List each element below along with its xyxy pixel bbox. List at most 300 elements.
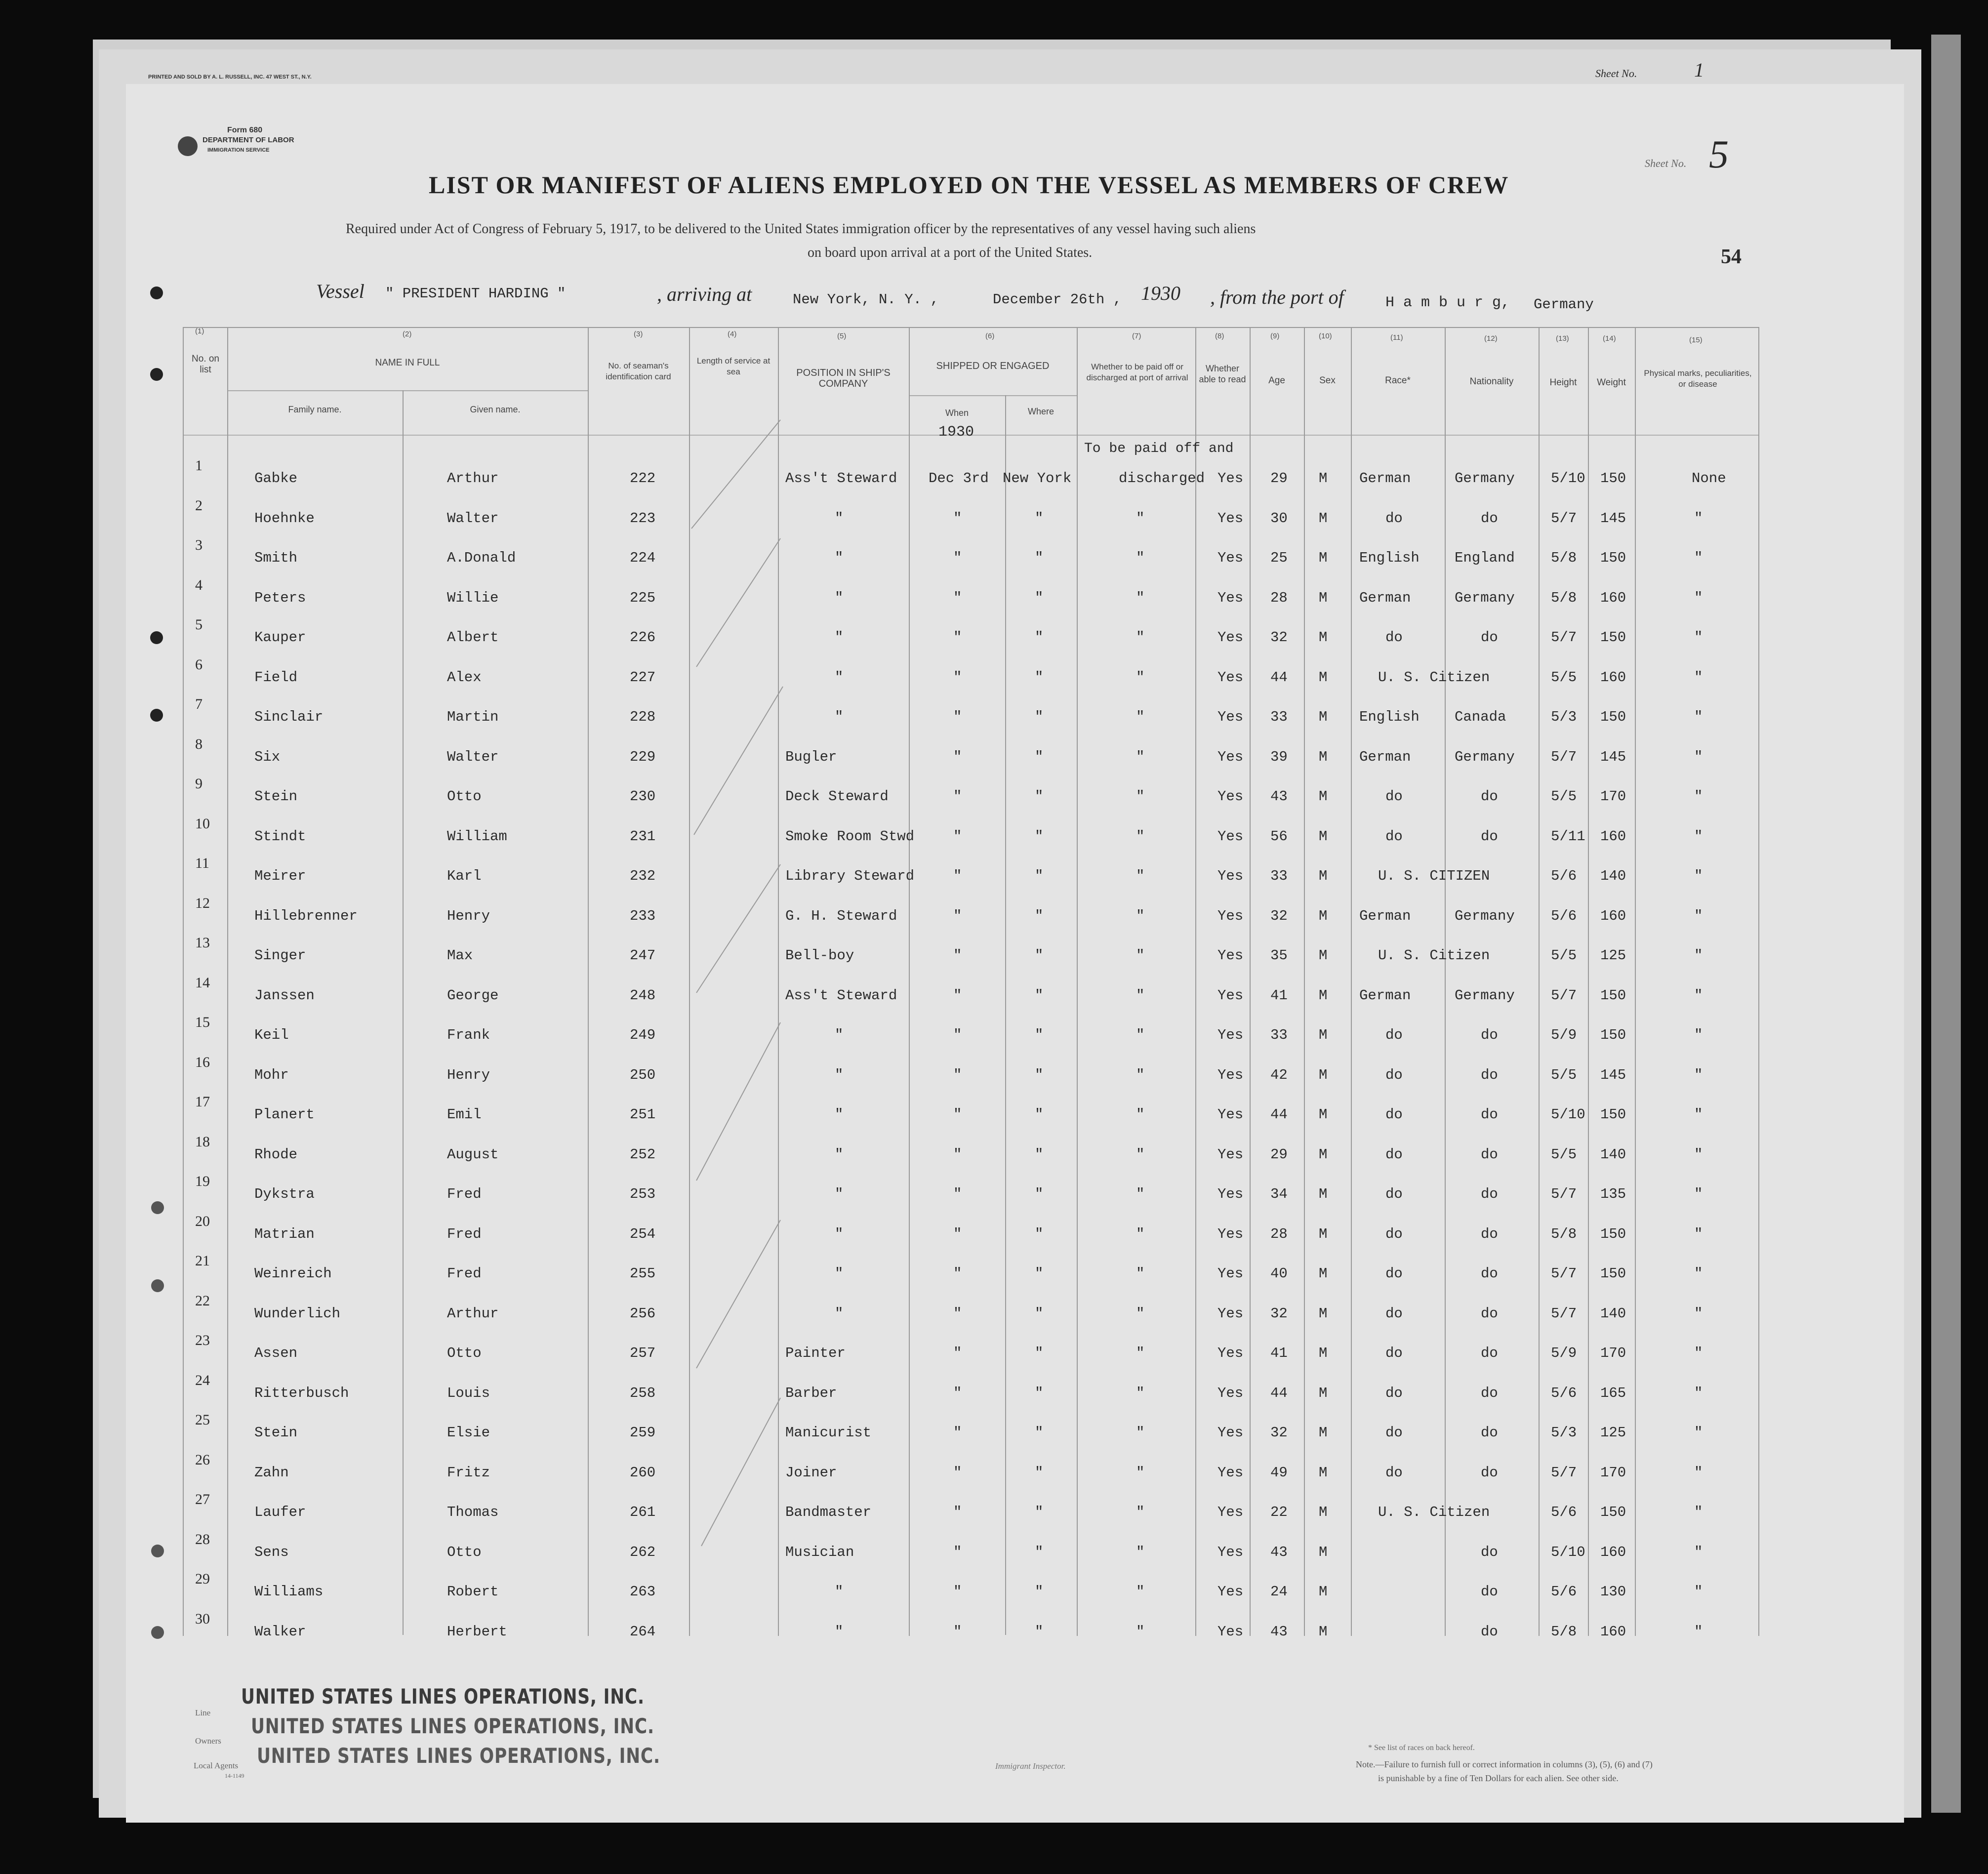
name-subheader-rule (227, 390, 588, 391)
shipped-when: " (953, 908, 962, 924)
able-to-read: Yes (1217, 1425, 1244, 1441)
weight: 140 (1600, 1305, 1626, 1322)
physical-marks: " (1694, 550, 1703, 566)
card-number: 264 (630, 1624, 656, 1640)
height: 5/8 (1551, 590, 1577, 606)
col-rule (227, 327, 228, 1636)
paid-off: " (1136, 908, 1145, 924)
paid-off: " (1136, 1624, 1145, 1640)
physical-marks: " (1694, 1584, 1703, 1600)
sex: M (1319, 1027, 1328, 1043)
position: Library Steward (785, 868, 915, 884)
given-name: A.Donald (447, 550, 516, 566)
age: 33 (1270, 1027, 1288, 1043)
nationality: do (1481, 510, 1498, 527)
height: 5/5 (1551, 1067, 1577, 1083)
weight: 165 (1600, 1385, 1626, 1401)
header-sex: Sex (1319, 375, 1336, 386)
height: 5/6 (1551, 1504, 1577, 1520)
paid-off-note: To be paid off and (1084, 441, 1234, 456)
position: Bandmaster (785, 1504, 872, 1520)
col-rule (1588, 327, 1589, 1636)
shipped-when: " (953, 1345, 962, 1361)
paid-off: " (1136, 1067, 1145, 1083)
race: do (1385, 1067, 1403, 1083)
sex: M (1319, 1465, 1328, 1481)
age: 25 (1270, 550, 1288, 566)
position: Painter (785, 1345, 846, 1361)
shipped-when: " (953, 709, 962, 725)
punch-hole (151, 1545, 164, 1557)
family-name: Smith (254, 550, 298, 566)
sex: M (1319, 669, 1328, 686)
weight: 170 (1600, 1465, 1626, 1481)
row-number: 28 (195, 1531, 210, 1548)
shipped-where: " (1035, 947, 1044, 964)
age: 35 (1270, 947, 1288, 964)
height: 5/6 (1551, 908, 1577, 924)
weight: 150 (1600, 987, 1626, 1004)
able-to-read: Yes (1217, 788, 1244, 805)
nationality: do (1481, 1544, 1498, 1560)
col-rule (403, 390, 404, 1635)
age: 43 (1270, 1544, 1288, 1560)
nationality: do (1481, 1624, 1498, 1640)
shipped-when: " (953, 1465, 962, 1481)
punch-hole (150, 631, 163, 644)
race: U. S. Citizen (1378, 947, 1490, 964)
shipped-where: " (1035, 1425, 1044, 1441)
age: 43 (1270, 788, 1288, 805)
weight: 145 (1600, 1067, 1626, 1083)
card-number: 223 (630, 510, 656, 527)
card-number: 228 (630, 709, 656, 725)
shipped-where: " (1035, 1067, 1044, 1083)
card-number: 222 (630, 470, 656, 487)
age: 41 (1270, 987, 1288, 1004)
col-rule (588, 327, 589, 1636)
sex: M (1319, 470, 1328, 487)
col-rule (1250, 327, 1251, 1636)
given-name: Robert (447, 1584, 499, 1600)
card-number: 247 (630, 947, 656, 964)
col-number: (8) (1215, 332, 1224, 340)
physical-marks: " (1694, 1345, 1703, 1361)
age: 32 (1270, 1305, 1288, 1322)
weight: 160 (1600, 1544, 1626, 1560)
nationality: Germany (1455, 908, 1515, 924)
family-name: Peters (254, 590, 306, 606)
able-to-read: Yes (1217, 1624, 1244, 1640)
height: 5/10 (1551, 1106, 1585, 1123)
given-name: Arthur (447, 1305, 499, 1322)
sheet-value-top: 1 (1694, 59, 1704, 81)
header-shipped: SHIPPED OR ENGAGED (936, 361, 1050, 371)
sheet-number: 5 (1709, 133, 1729, 176)
given-name: Herbert (447, 1624, 507, 1640)
given-name: Emil (447, 1106, 482, 1123)
department: DEPARTMENT OF LABOR (203, 136, 294, 144)
age: 32 (1270, 629, 1288, 646)
height: 5/7 (1551, 1465, 1577, 1481)
able-to-read: Yes (1217, 749, 1244, 765)
col-rule (1304, 327, 1305, 1636)
col-rule (1758, 327, 1759, 1636)
sex: M (1319, 510, 1328, 527)
weight: 150 (1600, 629, 1626, 646)
row-number: 21 (195, 1253, 210, 1269)
weight: 170 (1600, 1345, 1626, 1361)
physical-marks: " (1694, 908, 1703, 924)
family-name: Hoehnke (254, 510, 315, 527)
header-physical-marks: Physical marks, peculiarities, or disease (1644, 368, 1752, 389)
pencil-strokes (682, 410, 790, 1625)
shipped-when: " (953, 1425, 962, 1441)
age: 44 (1270, 669, 1288, 686)
physical-marks: " (1694, 1146, 1703, 1163)
paid-off: " (1136, 1146, 1145, 1163)
paid-off: " (1136, 868, 1145, 884)
paid-off: " (1136, 629, 1145, 646)
shipped-when: " (953, 868, 962, 884)
shipped-where: " (1035, 868, 1044, 884)
race: U. S. Citizen (1378, 1504, 1490, 1520)
able-to-read: Yes (1217, 1544, 1244, 1560)
age: 32 (1270, 1425, 1288, 1441)
height: 5/5 (1551, 788, 1577, 805)
physical-marks: " (1694, 1305, 1703, 1322)
given-name: Henry (447, 1067, 490, 1083)
age: 33 (1270, 709, 1288, 725)
physical-marks: " (1694, 669, 1703, 686)
able-to-read: Yes (1217, 1584, 1244, 1600)
physical-marks: None (1692, 470, 1726, 487)
row-number: 9 (195, 775, 203, 792)
age: 34 (1270, 1186, 1288, 1202)
paid-off: " (1136, 1265, 1145, 1282)
physical-marks: " (1694, 868, 1703, 884)
nationality: do (1481, 1345, 1498, 1361)
able-to-read: Yes (1217, 1106, 1244, 1123)
given-name: Max (447, 947, 473, 964)
paid-off: " (1136, 709, 1145, 725)
given-name: Walter (447, 510, 499, 527)
height: 5/9 (1551, 1027, 1577, 1043)
row-number: 26 (195, 1452, 210, 1468)
race: do (1385, 1465, 1403, 1481)
col-number: (3) (634, 330, 643, 338)
row-number: 1 (195, 457, 203, 474)
shipped-when: " (953, 1385, 962, 1401)
sex: M (1319, 947, 1328, 964)
header-no-on-list: No. on list (192, 354, 219, 375)
given-name: Otto (447, 788, 482, 805)
age: 40 (1270, 1265, 1288, 1282)
card-number: 248 (630, 987, 656, 1004)
weight: 170 (1600, 788, 1626, 805)
sex: M (1319, 828, 1328, 845)
row-number: 3 (195, 537, 203, 553)
weight: 150 (1600, 1027, 1626, 1043)
shipped-when: " (953, 550, 962, 566)
nationality: Germany (1455, 470, 1515, 487)
height: 5/9 (1551, 1345, 1577, 1361)
header-paid-off: Whether to be paid off or discharged at port of arrival (1086, 362, 1188, 382)
position: " (835, 709, 844, 725)
shipped-when: Dec 3rd (929, 470, 989, 487)
shipped-where: " (1035, 1584, 1044, 1600)
height: 5/7 (1551, 1265, 1577, 1282)
nationality: do (1481, 1186, 1498, 1202)
row-number: 19 (195, 1173, 210, 1189)
header-name-in-full: NAME IN FULL (375, 358, 440, 368)
card-number: 231 (630, 828, 656, 845)
nationality: Canada (1455, 709, 1506, 725)
row-number: 11 (195, 855, 209, 871)
fine-note-2: is punishable by a fine of Ten Dollars for each alien. See other side. (1378, 1773, 1619, 1783)
shipped-when: " (953, 669, 962, 686)
punch-hole (151, 1626, 164, 1639)
able-to-read: Yes (1217, 590, 1244, 606)
sex: M (1319, 590, 1328, 606)
position: Bugler (785, 749, 837, 765)
family-name: Stein (254, 1425, 298, 1441)
able-to-read: Yes (1217, 1465, 1244, 1481)
nationality: Germany (1455, 749, 1515, 765)
family-name: Keil (254, 1027, 289, 1043)
shipped-where: " (1035, 590, 1044, 606)
height: 5/6 (1551, 1584, 1577, 1600)
nationality: do (1481, 788, 1498, 805)
position: " (835, 1106, 844, 1123)
height: 5/5 (1551, 947, 1577, 964)
row-number: 2 (195, 497, 203, 514)
physical-marks: " (1694, 987, 1703, 1004)
given-name: Otto (447, 1544, 482, 1560)
paid-off: " (1136, 510, 1145, 527)
agents-code: 14-1149 (225, 1772, 244, 1779)
able-to-read: Yes (1217, 1027, 1244, 1043)
header-able-to-read: Whether able to read (1199, 364, 1246, 384)
card-number: 225 (630, 590, 656, 606)
weight: 150 (1600, 1226, 1626, 1242)
physical-marks: " (1694, 629, 1703, 646)
nationality: do (1481, 1106, 1498, 1123)
able-to-read: Yes (1217, 1345, 1244, 1361)
shipped-when: " (953, 1305, 962, 1322)
weight: 160 (1600, 590, 1626, 606)
shipped-where: " (1035, 1226, 1044, 1242)
given-name: Albert (447, 629, 499, 646)
from-port-label: , from the port of (1210, 286, 1344, 308)
arrival-date: December 26th , (993, 291, 1122, 308)
given-name: Fred (447, 1226, 482, 1242)
position: " (835, 629, 844, 646)
card-number: 256 (630, 1305, 656, 1322)
age: 56 (1270, 828, 1288, 845)
shipped-where: " (1035, 1027, 1044, 1043)
age: 42 (1270, 1067, 1288, 1083)
weight: 145 (1600, 510, 1626, 527)
shipped-when: " (953, 947, 962, 964)
position: " (835, 1624, 844, 1640)
height: 5/10 (1551, 470, 1585, 487)
given-name: Fritz (447, 1465, 490, 1481)
age: 28 (1270, 1226, 1288, 1242)
height: 5/7 (1551, 510, 1577, 527)
position: " (835, 550, 844, 566)
weight: 150 (1600, 709, 1626, 725)
physical-marks: " (1694, 1544, 1703, 1560)
shipped-subheader-rule (909, 395, 1077, 396)
nationality: do (1481, 1465, 1498, 1481)
agents-label: Local Agents (194, 1761, 239, 1770)
card-number: 253 (630, 1186, 656, 1202)
race: English (1359, 550, 1420, 566)
shipped-when: " (953, 749, 962, 765)
header-length: Length of service at sea (696, 356, 771, 376)
family-name: Wunderlich (254, 1305, 341, 1322)
height: 5/8 (1551, 550, 1577, 566)
nationality: Germany (1455, 987, 1515, 1004)
nationality: do (1481, 1226, 1498, 1242)
col-rule (1005, 395, 1006, 1635)
header-nationality: Nationality (1469, 376, 1514, 387)
header-weight: Weight (1597, 377, 1626, 388)
position: " (835, 1584, 844, 1600)
page-number: 54 (1721, 245, 1742, 268)
physical-marks: " (1694, 828, 1703, 845)
card-number: 252 (630, 1146, 656, 1163)
header-race: Race* (1385, 375, 1411, 386)
col-number: (9) (1270, 332, 1280, 340)
height: 5/7 (1551, 1305, 1577, 1322)
physical-marks: " (1694, 1465, 1703, 1481)
sex: M (1319, 709, 1328, 725)
row-number: 6 (195, 656, 203, 673)
given-name: George (447, 987, 499, 1004)
company-stamp: UNITED STATES LINES OPERATIONS, INC. (241, 1684, 645, 1709)
family-name: Matrian (254, 1226, 315, 1242)
col-number: (2) (403, 330, 412, 338)
card-number: 229 (630, 749, 656, 765)
physical-marks: " (1694, 1624, 1703, 1640)
given-name: Alex (447, 669, 482, 686)
weight: 140 (1600, 1146, 1626, 1163)
shipped-where: " (1035, 1265, 1044, 1282)
height: 5/6 (1551, 868, 1577, 884)
row-number: 7 (195, 696, 203, 712)
card-number: 261 (630, 1504, 656, 1520)
shipped-when: " (953, 629, 962, 646)
family-name: Zahn (254, 1465, 289, 1481)
given-name: Martin (447, 709, 499, 725)
height: 5/5 (1551, 1146, 1577, 1163)
paid-off: discharged (1119, 470, 1205, 487)
when-year: 1930 (938, 424, 974, 441)
given-name: Louis (447, 1385, 490, 1401)
header-card: No. of seaman's identification card (606, 361, 671, 381)
punch-hole (150, 368, 163, 381)
header-where: Where (1027, 407, 1054, 416)
company-stamp: UNITED STATES LINES OPERATIONS, INC. (257, 1744, 660, 1768)
given-name: Thomas (447, 1504, 499, 1520)
paid-off: " (1136, 828, 1145, 845)
position: Bell-boy (785, 947, 854, 964)
family-name: Planert (254, 1106, 315, 1123)
subtitle-line2: on board upon arrival at a port of the United States. (808, 245, 1093, 260)
paid-off: " (1136, 749, 1145, 765)
col-rule (183, 327, 184, 1636)
weight: 150 (1600, 470, 1626, 487)
family-name: Sens (254, 1544, 289, 1560)
shipped-where: " (1035, 1305, 1044, 1322)
card-number: 262 (630, 1544, 656, 1560)
shipped-when: " (953, 828, 962, 845)
able-to-read: Yes (1217, 1504, 1244, 1520)
paid-off: " (1136, 1465, 1145, 1481)
seal-icon (178, 136, 198, 156)
header-position: POSITION IN SHIP'S COMPANY (796, 367, 891, 389)
card-number: 249 (630, 1027, 656, 1043)
physical-marks: " (1694, 1067, 1703, 1083)
age: 22 (1270, 1504, 1288, 1520)
able-to-read: Yes (1217, 1265, 1244, 1282)
sheet-label-top: Sheet No. (1595, 67, 1637, 80)
shipped-when: " (953, 1544, 962, 1560)
punch-hole (150, 709, 163, 722)
physical-marks: " (1694, 1425, 1703, 1441)
col-number: (7) (1132, 332, 1141, 340)
shipped-when: " (953, 987, 962, 1004)
row-number: 24 (195, 1372, 210, 1388)
race: do (1385, 1106, 1403, 1123)
able-to-read: Yes (1217, 1385, 1244, 1401)
owners-label: Owners (195, 1736, 221, 1746)
able-to-read: Yes (1217, 1186, 1244, 1202)
position: " (835, 1186, 844, 1202)
col-rule (1635, 327, 1636, 1636)
paid-off: " (1136, 669, 1145, 686)
nationality: do (1481, 1146, 1498, 1163)
row-number: 4 (195, 577, 203, 593)
sex: M (1319, 1624, 1328, 1640)
form-no: Form 680 (227, 126, 263, 134)
paid-off: " (1136, 1345, 1145, 1361)
col-rule (1351, 327, 1352, 1636)
row-number: 15 (195, 1014, 210, 1030)
service: IMMIGRATION SERVICE (207, 147, 270, 153)
shipped-where: " (1035, 828, 1044, 845)
able-to-read: Yes (1217, 868, 1244, 884)
sex: M (1319, 1226, 1328, 1242)
row-number: 25 (195, 1412, 210, 1428)
position: " (835, 510, 844, 527)
family-name: Sinclair (254, 709, 324, 725)
able-to-read: Yes (1217, 629, 1244, 646)
nationality: do (1481, 1425, 1498, 1441)
nationality: do (1481, 1027, 1498, 1043)
age: 29 (1270, 1146, 1288, 1163)
row-number: 10 (195, 815, 210, 832)
weight: 160 (1600, 669, 1626, 686)
sex: M (1319, 1106, 1328, 1123)
weight: 130 (1600, 1584, 1626, 1600)
able-to-read: Yes (1217, 510, 1244, 527)
physical-marks: " (1694, 709, 1703, 725)
physical-marks: " (1694, 1027, 1703, 1043)
shipped-where: " (1035, 1385, 1044, 1401)
